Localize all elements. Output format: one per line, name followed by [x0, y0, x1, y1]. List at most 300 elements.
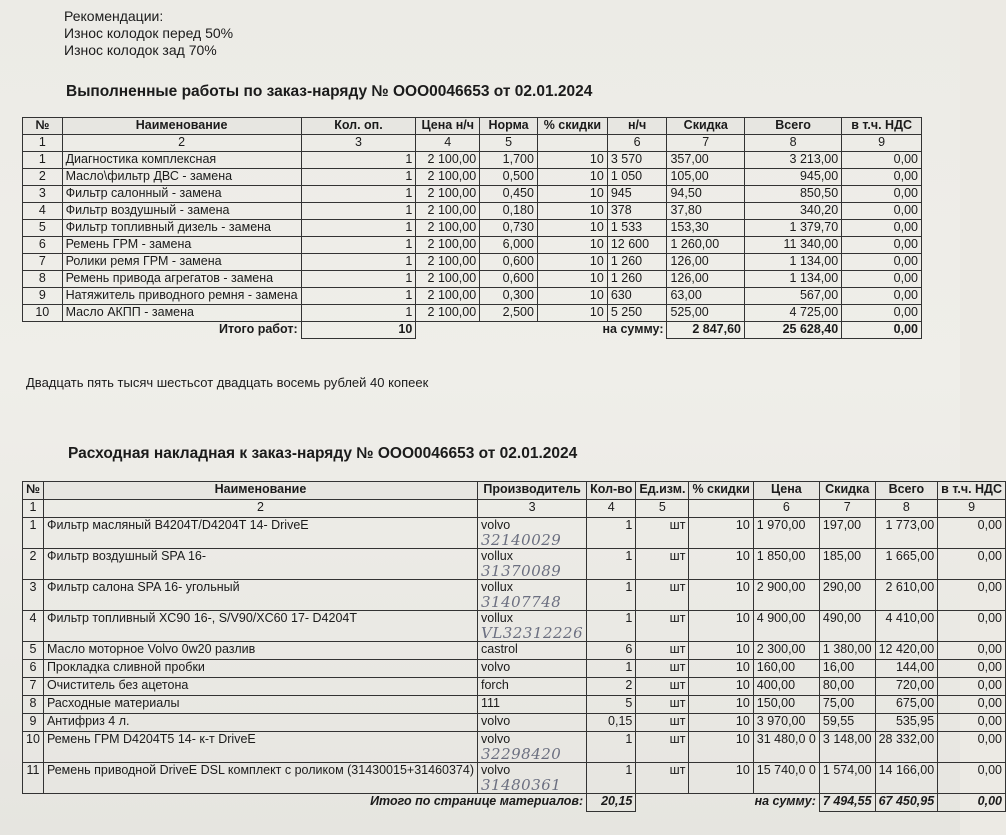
table-cell: 6: [23, 237, 63, 254]
column-number: 8: [875, 500, 938, 518]
table-cell: 0,00: [938, 678, 1006, 696]
recommendation-line: Износ колодок перед 50%: [64, 25, 234, 41]
table-cell: 850,50: [744, 186, 841, 203]
table-row: [23, 714, 1006, 732]
total-label: Итого по странице материалов:: [370, 794, 584, 808]
manufacturer: vollux: [481, 549, 513, 563]
column-number: 3: [478, 500, 587, 518]
column-header: Кол. оп.: [301, 118, 416, 135]
table-cell: [478, 642, 587, 660]
column-header: в т.ч. НДС: [938, 482, 1006, 500]
table-cell: 5: [23, 642, 44, 660]
table-cell: 0,00: [938, 580, 1006, 611]
table-cell: 105,00: [667, 169, 745, 186]
total-vat: 0,00: [938, 794, 1006, 812]
table-cell: 0,00: [842, 203, 922, 220]
table-cell: шт: [636, 611, 689, 642]
table-cell: 1 574,00: [819, 763, 875, 794]
table-cell: 2 100,00: [416, 169, 480, 186]
recommendations: [64, 8, 233, 59]
table-cell: 10: [537, 271, 607, 288]
table-cell: 10: [689, 660, 753, 678]
table-cell: Ремень приводной DriveE DSL комплект с роликом (31430015+31460374): [43, 763, 477, 794]
table-cell: 150,00: [753, 696, 819, 714]
table-row: [23, 220, 922, 237]
table-cell: 4 900,00: [753, 611, 819, 642]
column-header: Кол-во: [587, 482, 636, 500]
table-cell: 1: [301, 220, 416, 237]
table-cell: 0,00: [938, 714, 1006, 732]
table-cell: 378: [607, 203, 667, 220]
table-cell: 10: [689, 518, 753, 549]
table-cell: 126,00: [667, 271, 745, 288]
table-cell: 144,00: [875, 660, 938, 678]
handwritten-part-number: 31407748: [481, 593, 562, 611]
table-cell: 59,55: [819, 714, 875, 732]
total-discount: 7 494,55: [819, 794, 875, 812]
column-number: 6: [607, 135, 667, 152]
table-cell: 0,00: [842, 271, 922, 288]
table-cell: 1: [587, 549, 636, 580]
table-cell: 12 600: [607, 237, 667, 254]
total-qty: 20,15: [587, 794, 636, 812]
table-cell: 10: [689, 549, 753, 580]
table-cell: 0,00: [938, 611, 1006, 642]
table-cell: 0,00: [938, 732, 1006, 763]
table-cell: 0,00: [842, 169, 922, 186]
table-cell: 1 970,00: [753, 518, 819, 549]
column-number: 9: [842, 135, 922, 152]
table-row: [23, 763, 1006, 794]
table-cell: 0,00: [938, 696, 1006, 714]
table-cell: 0,00: [938, 518, 1006, 549]
table-cell: 4 725,00: [744, 305, 841, 322]
table-cell: 0,00: [842, 288, 922, 305]
table-cell: 1 260: [607, 254, 667, 271]
handwritten-part-number: 31480361: [481, 776, 562, 794]
table-row: [23, 152, 922, 169]
materials-table: [22, 481, 1006, 812]
table-cell: 10: [537, 254, 607, 271]
table-cell: Ремень привода агрегатов - замена: [62, 271, 301, 288]
column-number: 1: [23, 500, 44, 518]
table-cell: 1 773,00: [875, 518, 938, 549]
table-cell: [478, 518, 587, 549]
table-row: [23, 271, 922, 288]
table-cell: 37,80: [667, 203, 745, 220]
table-cell: 5 250: [607, 305, 667, 322]
table-cell: 2 100,00: [416, 220, 480, 237]
table-cell: Масло АКПП - замена: [62, 305, 301, 322]
table-cell: 10: [23, 305, 63, 322]
sum-label: на сумму:: [602, 322, 664, 336]
table-cell: 10: [689, 611, 753, 642]
table-cell: 1: [301, 305, 416, 322]
table-cell: 9: [23, 288, 63, 305]
table-cell: 31 480,0 0: [753, 732, 819, 763]
table-row: [23, 660, 1006, 678]
table-cell: 6,000: [480, 237, 538, 254]
table-cell: 0,00: [938, 763, 1006, 794]
table-cell: Фильтр воздушный SPA 16-: [43, 549, 477, 580]
table-cell: 0,600: [480, 254, 538, 271]
table-row: [23, 203, 922, 220]
column-number: 7: [667, 135, 745, 152]
table-cell: 290,00: [819, 580, 875, 611]
table-cell: [478, 580, 587, 611]
handwritten-part-number: VL32312226: [481, 624, 584, 642]
table-cell: 0,00: [938, 549, 1006, 580]
table-cell: 10: [537, 186, 607, 203]
table-cell: Фильтр салонный - замена: [62, 186, 301, 203]
table-cell: 10: [689, 732, 753, 763]
table-cell: Фильтр топливный дизель - замена: [62, 220, 301, 237]
table-row: [23, 254, 922, 271]
table-cell: 1 134,00: [744, 254, 841, 271]
table-cell: 340,20: [744, 203, 841, 220]
table-cell: 15 740,0 0: [753, 763, 819, 794]
table-cell: 2 100,00: [416, 254, 480, 271]
table-cell: Расходные материалы: [43, 696, 477, 714]
works-title: Выполненные работы по заказ-наряду № ООО0046653 от 02.01.2024: [66, 83, 593, 100]
table-cell: 197,00: [819, 518, 875, 549]
table-cell: 126,00: [667, 254, 745, 271]
table-cell: 75,00: [819, 696, 875, 714]
table-cell: 3 148,00: [819, 732, 875, 763]
table-cell: 1: [23, 518, 44, 549]
table-cell: 2: [587, 678, 636, 696]
table-cell: шт: [636, 580, 689, 611]
table-cell: 10: [537, 169, 607, 186]
table-cell: 3: [23, 580, 44, 611]
table-cell: шт: [636, 732, 689, 763]
table-cell: 1: [301, 169, 416, 186]
column-number-row: [23, 135, 922, 152]
table-cell: 1 380,00: [819, 642, 875, 660]
table-cell: 1: [301, 237, 416, 254]
table-cell: 3: [23, 186, 63, 203]
table-cell: 160,00: [753, 660, 819, 678]
table-cell: 1 260,00: [667, 237, 745, 254]
table-cell: [478, 660, 587, 678]
manufacturer: volvo: [481, 714, 511, 728]
table-cell: 1 665,00: [875, 549, 938, 580]
table-cell: 1 134,00: [744, 271, 841, 288]
table-cell: 10: [689, 678, 753, 696]
table-cell: Фильтр топливный XC90 16-, S/V90/XC60 17- D4204T: [43, 611, 477, 642]
column-header: Всего: [875, 482, 938, 500]
table-cell: 0,15: [587, 714, 636, 732]
table-cell: 10: [689, 642, 753, 660]
table-cell: 1: [301, 152, 416, 169]
table-cell: 10: [537, 220, 607, 237]
table-cell: 535,95: [875, 714, 938, 732]
materials-title: Расходная накладная к заказ-наряду № ООО0046653 от 02.01.2024: [68, 445, 578, 462]
column-header: №: [23, 118, 63, 135]
table-row: [23, 186, 922, 203]
table-row: [23, 580, 1006, 611]
table-cell: 2 100,00: [416, 186, 480, 203]
table-cell: 94,50: [667, 186, 745, 203]
column-header: % скидки: [537, 118, 607, 135]
table-row: [23, 288, 922, 305]
table-cell: Ролики ремя ГРМ - замена: [62, 254, 301, 271]
manufacturer: castrol: [481, 642, 518, 656]
table-cell: 1: [301, 271, 416, 288]
column-number: 4: [587, 500, 636, 518]
table-cell: 2 900,00: [753, 580, 819, 611]
table-cell: Ремень ГРМ D4204T5 14- к-т DriveE: [43, 732, 477, 763]
column-header: Производитель: [478, 482, 587, 500]
table-cell: 63,00: [667, 288, 745, 305]
table-cell: 0,730: [480, 220, 538, 237]
table-cell: 0,180: [480, 203, 538, 220]
column-header: в т.ч. НДС: [842, 118, 922, 135]
table-cell: 2 100,00: [416, 288, 480, 305]
column-header: Цена: [753, 482, 819, 500]
table-cell: 10: [689, 580, 753, 611]
table-cell: Масло моторное Volvo 0w20 разлив: [43, 642, 477, 660]
table-cell: 2 100,00: [416, 271, 480, 288]
table-cell: 0,00: [842, 186, 922, 203]
table-cell: 1: [587, 660, 636, 678]
table-row: [23, 732, 1006, 763]
column-number-row: [23, 500, 1006, 518]
header-row: [23, 482, 1006, 500]
column-number: 4: [416, 135, 480, 152]
amount-in-words: Двадцать пять тысяч шестьсот двадцать восемь рублей 40 копеек: [26, 375, 429, 390]
table-cell: 12 420,00: [875, 642, 938, 660]
table-cell: [478, 549, 587, 580]
total-sum: 25 628,40: [744, 322, 841, 339]
column-header: Норма: [480, 118, 538, 135]
table-row: [23, 305, 922, 322]
column-number: 1: [23, 135, 63, 152]
table-cell: Очиститель без ацетона: [43, 678, 477, 696]
table-cell: 6: [587, 642, 636, 660]
table-cell: 4: [23, 203, 63, 220]
table-cell: шт: [636, 549, 689, 580]
column-number: 5: [480, 135, 538, 152]
table-cell: 5: [23, 220, 63, 237]
table-cell: 4 410,00: [875, 611, 938, 642]
table-cell: 3 213,00: [744, 152, 841, 169]
table-cell: шт: [636, 696, 689, 714]
table-cell: 6: [23, 660, 44, 678]
table-cell: 28 332,00: [875, 732, 938, 763]
table-cell: 1: [301, 254, 416, 271]
column-number: 8: [744, 135, 841, 152]
table-cell: 8: [23, 271, 63, 288]
column-header: % скидки: [689, 482, 753, 500]
table-cell: 0,00: [842, 305, 922, 322]
table-cell: [478, 763, 587, 794]
table-cell: 675,00: [875, 696, 938, 714]
table-cell: 1: [587, 611, 636, 642]
column-number: 7: [819, 500, 875, 518]
column-header: н/ч: [607, 118, 667, 135]
total-sum: 67 450,95: [875, 794, 938, 812]
table-cell: 11: [23, 763, 44, 794]
table-cell: 10: [537, 237, 607, 254]
table-cell: 357,00: [667, 152, 745, 169]
table-cell: 3 570: [607, 152, 667, 169]
table-cell: 0,00: [842, 152, 922, 169]
table-cell: 0,00: [938, 660, 1006, 678]
table-cell: 153,30: [667, 220, 745, 237]
manufacturer: volvo: [481, 660, 511, 674]
table-cell: Прокладка сливной пробки: [43, 660, 477, 678]
table-cell: 0,300: [480, 288, 538, 305]
table-cell: Натяжитель приводного ремня - замена: [62, 288, 301, 305]
table-cell: 10: [537, 203, 607, 220]
table-cell: 10: [689, 696, 753, 714]
table-cell: Фильтр салона SPA 16- угольный: [43, 580, 477, 611]
table-cell: 1: [587, 732, 636, 763]
total-row: [23, 322, 922, 339]
column-number: 3: [301, 135, 416, 152]
table-cell: Фильтр масляный B4204T/D4204T 14- DriveE: [43, 518, 477, 549]
table-row: [23, 696, 1006, 714]
table-row: [23, 642, 1006, 660]
table-cell: 1: [23, 152, 63, 169]
table-cell: 1: [301, 186, 416, 203]
manufacturer: volvo: [481, 732, 511, 746]
table-row: [23, 678, 1006, 696]
column-header: Скидка: [819, 482, 875, 500]
manufacturer: forch: [481, 678, 509, 692]
table-cell: 2 300,00: [753, 642, 819, 660]
table-cell: 5: [587, 696, 636, 714]
table-cell: 10: [537, 152, 607, 169]
table-cell: 14 166,00: [875, 763, 938, 794]
table-cell: Антифриз 4 л.: [43, 714, 477, 732]
table-cell: 8: [23, 696, 44, 714]
table-cell: 0,500: [480, 169, 538, 186]
table-cell: шт: [636, 518, 689, 549]
column-header: Всего: [744, 118, 841, 135]
table-cell: [478, 714, 587, 732]
table-cell: 945,00: [744, 169, 841, 186]
column-number: 2: [62, 135, 301, 152]
table-cell: шт: [636, 714, 689, 732]
table-cell: 0,00: [842, 220, 922, 237]
table-cell: 0,00: [842, 254, 922, 271]
table-cell: 10: [23, 732, 44, 763]
table-cell: 567,00: [744, 288, 841, 305]
column-header: Скидка: [667, 118, 745, 135]
table-row: [23, 518, 1006, 549]
table-cell: Диагностика комплексная: [62, 152, 301, 169]
recommendation-line: Износ колодок зад 70%: [64, 42, 217, 58]
table-cell: 16,00: [819, 660, 875, 678]
table-cell: 10: [537, 305, 607, 322]
table-row: [23, 169, 922, 186]
table-cell: 10: [689, 763, 753, 794]
table-cell: 490,00: [819, 611, 875, 642]
table-cell: 10: [537, 288, 607, 305]
column-number: 9: [938, 500, 1006, 518]
table-cell: 2,500: [480, 305, 538, 322]
table-cell: 7: [23, 254, 63, 271]
table-cell: 80,00: [819, 678, 875, 696]
table-cell: 525,00: [667, 305, 745, 322]
table-cell: 720,00: [875, 678, 938, 696]
table-cell: 3 970,00: [753, 714, 819, 732]
table-row: [23, 237, 922, 254]
column-number: 6: [753, 500, 819, 518]
table-cell: 0,450: [480, 186, 538, 203]
table-cell: 11 340,00: [744, 237, 841, 254]
works-table: [22, 117, 922, 339]
column-header: Цена н/ч: [416, 118, 480, 135]
manufacturer: volvo: [481, 518, 511, 532]
table-cell: [478, 678, 587, 696]
total-vat: 0,00: [842, 322, 922, 339]
column-number: [537, 135, 607, 152]
table-cell: шт: [636, 642, 689, 660]
column-number: 5: [636, 500, 689, 518]
table-cell: 185,00: [819, 549, 875, 580]
manufacturer: volvo: [481, 763, 511, 777]
table-cell: 7: [23, 678, 44, 696]
table-cell: 945: [607, 186, 667, 203]
total-discount: 2 847,60: [667, 322, 745, 339]
column-number: 2: [43, 500, 477, 518]
table-row: [23, 611, 1006, 642]
table-cell: 2 610,00: [875, 580, 938, 611]
total-count: 10: [301, 322, 416, 339]
table-cell: 2: [23, 169, 63, 186]
table-cell: 0,00: [842, 237, 922, 254]
table-cell: шт: [636, 763, 689, 794]
table-cell: 2 100,00: [416, 203, 480, 220]
table-cell: [478, 732, 587, 763]
column-header: №: [23, 482, 44, 500]
table-row: [23, 549, 1006, 580]
table-cell: Ремень ГРМ - замена: [62, 237, 301, 254]
table-cell: 0,600: [480, 271, 538, 288]
table-cell: [478, 696, 587, 714]
table-cell: Фильтр воздушный - замена: [62, 203, 301, 220]
handwritten-part-number: 32140029: [481, 531, 562, 549]
table-cell: шт: [636, 678, 689, 696]
handwritten-part-number: 32298420: [481, 745, 562, 763]
table-cell: 1: [587, 763, 636, 794]
table-cell: 1: [587, 580, 636, 611]
table-cell: 1 050: [607, 169, 667, 186]
table-cell: 2: [23, 549, 44, 580]
table-cell: 4: [23, 611, 44, 642]
total-label: Итого работ:: [218, 322, 298, 336]
table-cell: 400,00: [753, 678, 819, 696]
table-cell: Масло\фильтр ДВС - замена: [62, 169, 301, 186]
column-number: [689, 500, 753, 518]
table-cell: 10: [689, 714, 753, 732]
column-header: Ед.изм.: [636, 482, 689, 500]
total-row: [23, 794, 1006, 812]
table-cell: [478, 611, 587, 642]
handwritten-part-number: 31370089: [481, 562, 562, 580]
table-cell: 1 260: [607, 271, 667, 288]
table-cell: шт: [636, 660, 689, 678]
table-cell: 2 100,00: [416, 305, 480, 322]
table-cell: 9: [23, 714, 44, 732]
column-header: Наименование: [62, 118, 301, 135]
table-cell: 1: [587, 518, 636, 549]
table-cell: 1: [301, 288, 416, 305]
manufacturer: vollux: [481, 611, 513, 625]
